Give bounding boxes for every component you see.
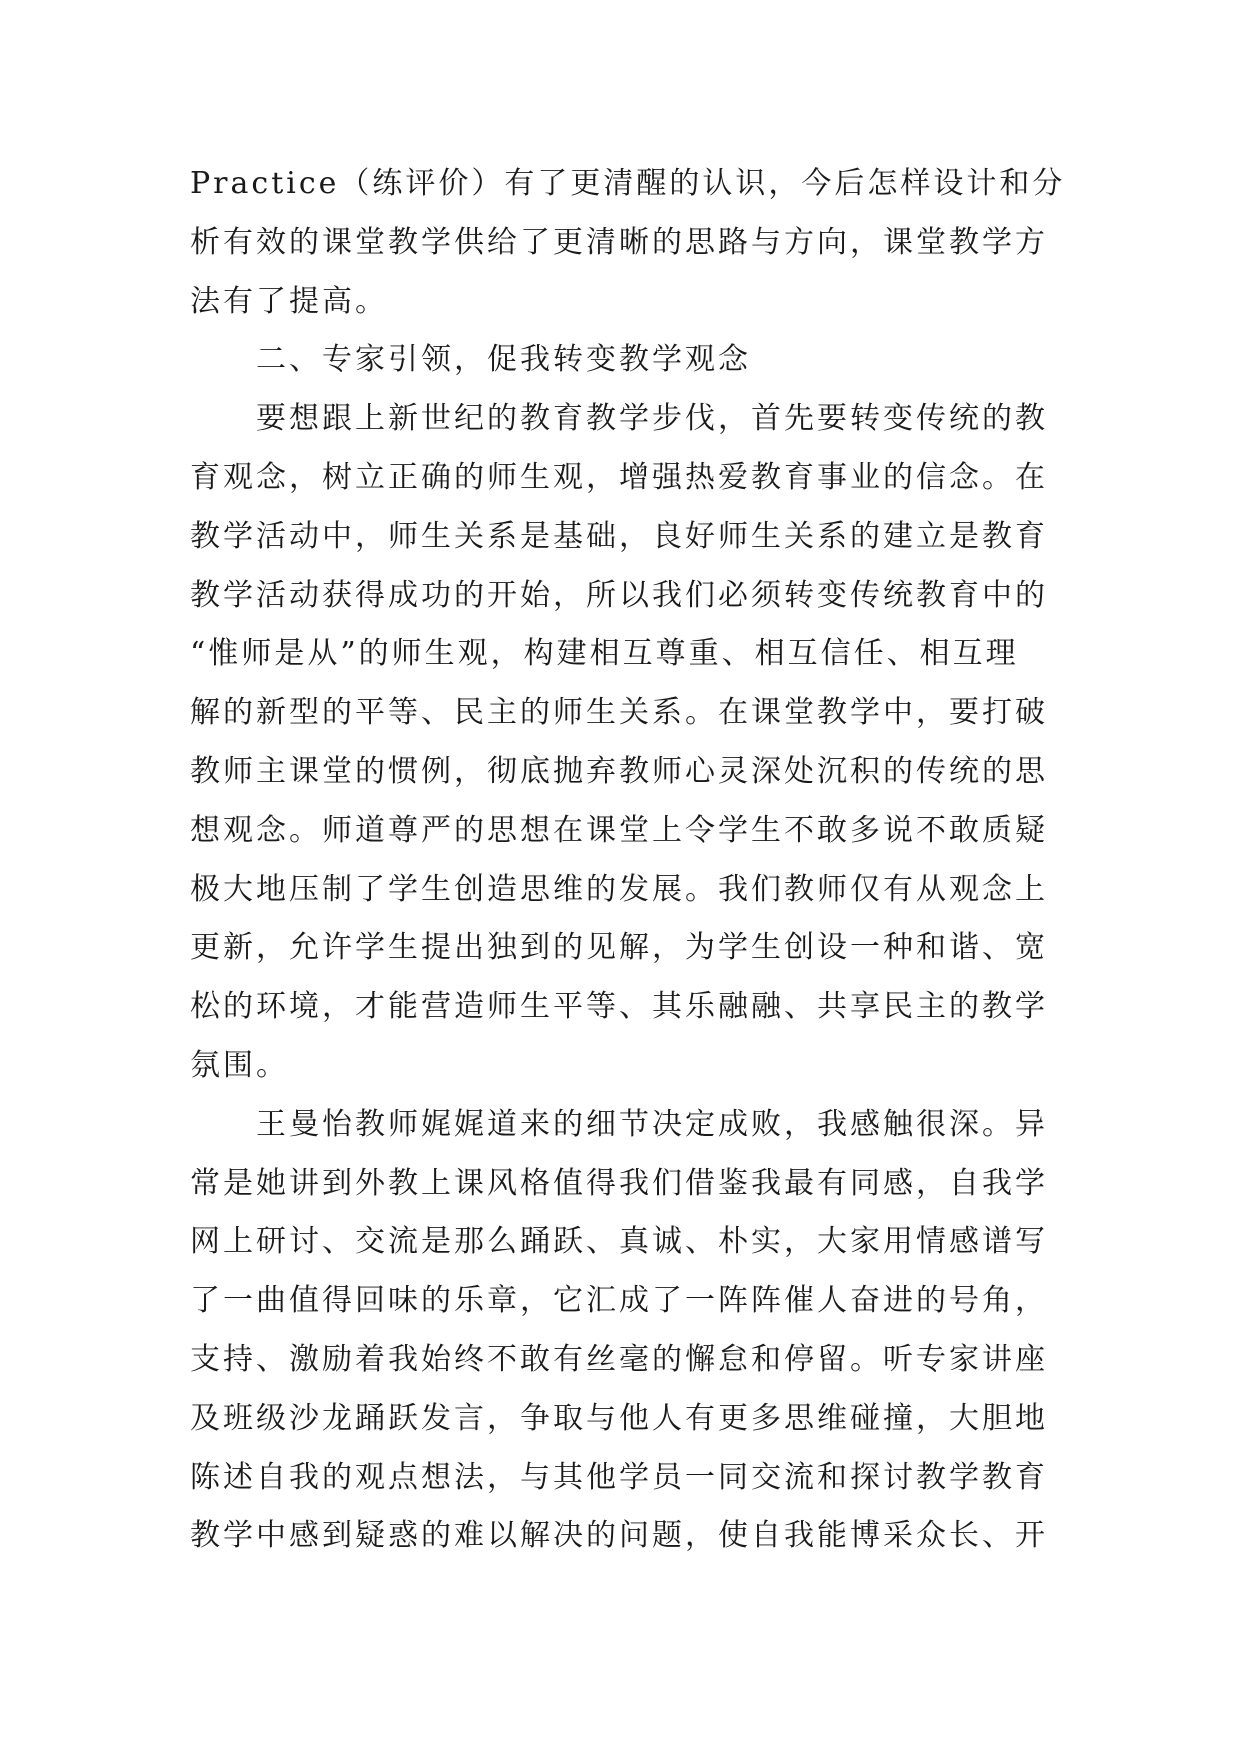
text-line: 网上研讨、交流是那么踊跃、真诚、朴实，大家用情感谱写	[190, 1224, 1048, 1260]
text-line: 常是她讲到外教上课风格值得我们借鉴我最有同感，自我学	[190, 1165, 1048, 1201]
text-line: Practice（练评价）有了更清醒的认识，今后怎样设计和分	[190, 166, 1066, 201]
text-line: “惟师是从”的师生观，构建相互尊重、相互信任、相互理	[190, 636, 1019, 672]
body-text	[190, 155, 1066, 1566]
text-line: 要想跟上新世纪的教育教学步伐，首先要转变传统的教	[256, 401, 1048, 437]
text-line: 更新，允许学生提出独到的见解，为学生创设一种和谐、宽	[190, 930, 1048, 966]
text-line: 育观念，树立正确的师生观，增强热爱教育事业的信念。在	[190, 459, 1048, 495]
text-line: 教学活动获得成功的开始，所以我们必须转变传统教育中的	[190, 577, 1048, 613]
text-line: 松的环境，才能营造师生平等、其乐融融、共享民主的教学	[190, 989, 1048, 1025]
text-line: 支持、激励着我始终不敢有丝毫的懈怠和停留。听专家讲座	[190, 1341, 1048, 1377]
text-line: 氛围。	[190, 1047, 289, 1083]
text-line: 陈述自我的观点想法，与其他学员一同交流和探讨教学教育	[190, 1459, 1048, 1495]
text-line: 教学中感到疑惑的难以解决的问题，使自我能博采众长、开	[190, 1518, 1048, 1554]
text-line: 法有了提高。	[190, 283, 388, 319]
text-line: 解的新型的平等、民主的师生关系。在课堂教学中，要打破	[190, 695, 1048, 731]
text-line: 教师主课堂的惯例，彻底抛弃教师心灵深处沉积的传统的思	[190, 753, 1048, 789]
text-line: 教学活动中，师生关系是基础，良好师生关系的建立是教育	[190, 518, 1048, 554]
text-line: 想观念。师道尊严的思想在课堂上令学生不敢多说不敢质疑	[190, 812, 1048, 848]
text-line: 了一曲值得回味的乐章，它汇成了一阵阵催人奋进的号角，	[190, 1283, 1048, 1319]
text-line: 极大地压制了学生创造思维的发展。我们教师仅有从观念上	[190, 871, 1048, 907]
text-line: 析有效的课堂教学供给了更清晰的思路与方向，课堂教学方	[190, 224, 1048, 260]
section-heading: 二、专家引领，促我转变教学观念	[256, 342, 751, 378]
text-line: 及班级沙龙踊跃发言，争取与他人有更多思维碰撞，大胆地	[190, 1400, 1048, 1436]
text-line: 王曼怡教师娓娓道来的细节决定成败，我感触很深。异	[256, 1106, 1048, 1142]
